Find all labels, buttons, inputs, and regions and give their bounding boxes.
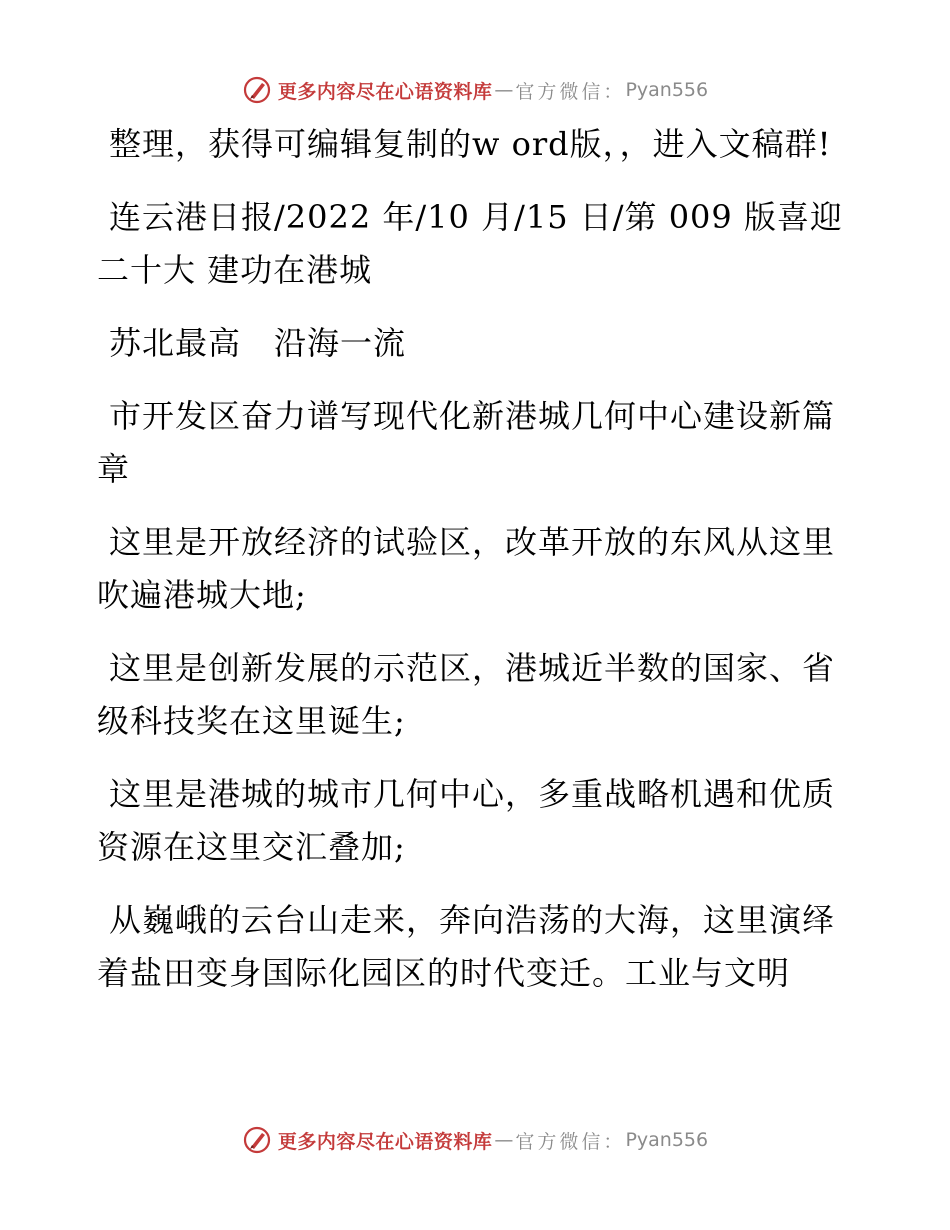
paragraph-body-4: 从巍峨的云台山走来，奔向浩荡的大海，这里演绎着盐田变身国际化园区的时代变迁。工业与文明 <box>97 901 836 992</box>
quill-pen-logo-icon <box>242 75 272 105</box>
watermark-site-text: 更多内容尽在心语资料库 <box>277 80 493 103</box>
paragraph-subheadline: 市开发区奋力谱写现代化新港城几何中心建设新篇章 <box>97 397 836 488</box>
quill-pen-logo-icon <box>242 1125 272 1155</box>
watermark-wechat-label: 官方微信： <box>515 80 626 103</box>
footer-watermark-banner <box>0 1120 950 1160</box>
watermark-separator: — <box>494 79 514 101</box>
paragraph-headline: 苏北最高 沿海一流 <box>109 324 407 362</box>
paragraph-body-2: 这里是创新发展的示范区，港城近半数的国家、省级科技奖在这里诞生; <box>97 649 836 740</box>
paragraph-intro: 整理，获得可编辑复制的w ord版，，进入文稿群! <box>109 125 832 163</box>
paragraph-source-line: 连云港日报/2022 年/10 月/15 日/第 009 版喜迎二十大 建功在港城 <box>97 198 843 289</box>
watermark-separator: — <box>494 1129 514 1151</box>
watermark-wechat-id: Pyan556 <box>625 79 709 101</box>
watermark-wechat-label: 官方微信： <box>515 1130 626 1153</box>
paragraph-body-1: 这里是开放经济的试验区，改革开放的东风从这里吹遍港城大地; <box>97 523 836 614</box>
document-body <box>97 118 867 1020</box>
paragraph-body-3: 这里是港城的城市几何中心，多重战略机遇和优质资源在这里交汇叠加; <box>97 775 836 866</box>
watermark-wechat-id: Pyan556 <box>625 1129 709 1151</box>
watermark-site-text: 更多内容尽在心语资料库 <box>277 1130 493 1153</box>
header-watermark-banner <box>0 70 950 110</box>
